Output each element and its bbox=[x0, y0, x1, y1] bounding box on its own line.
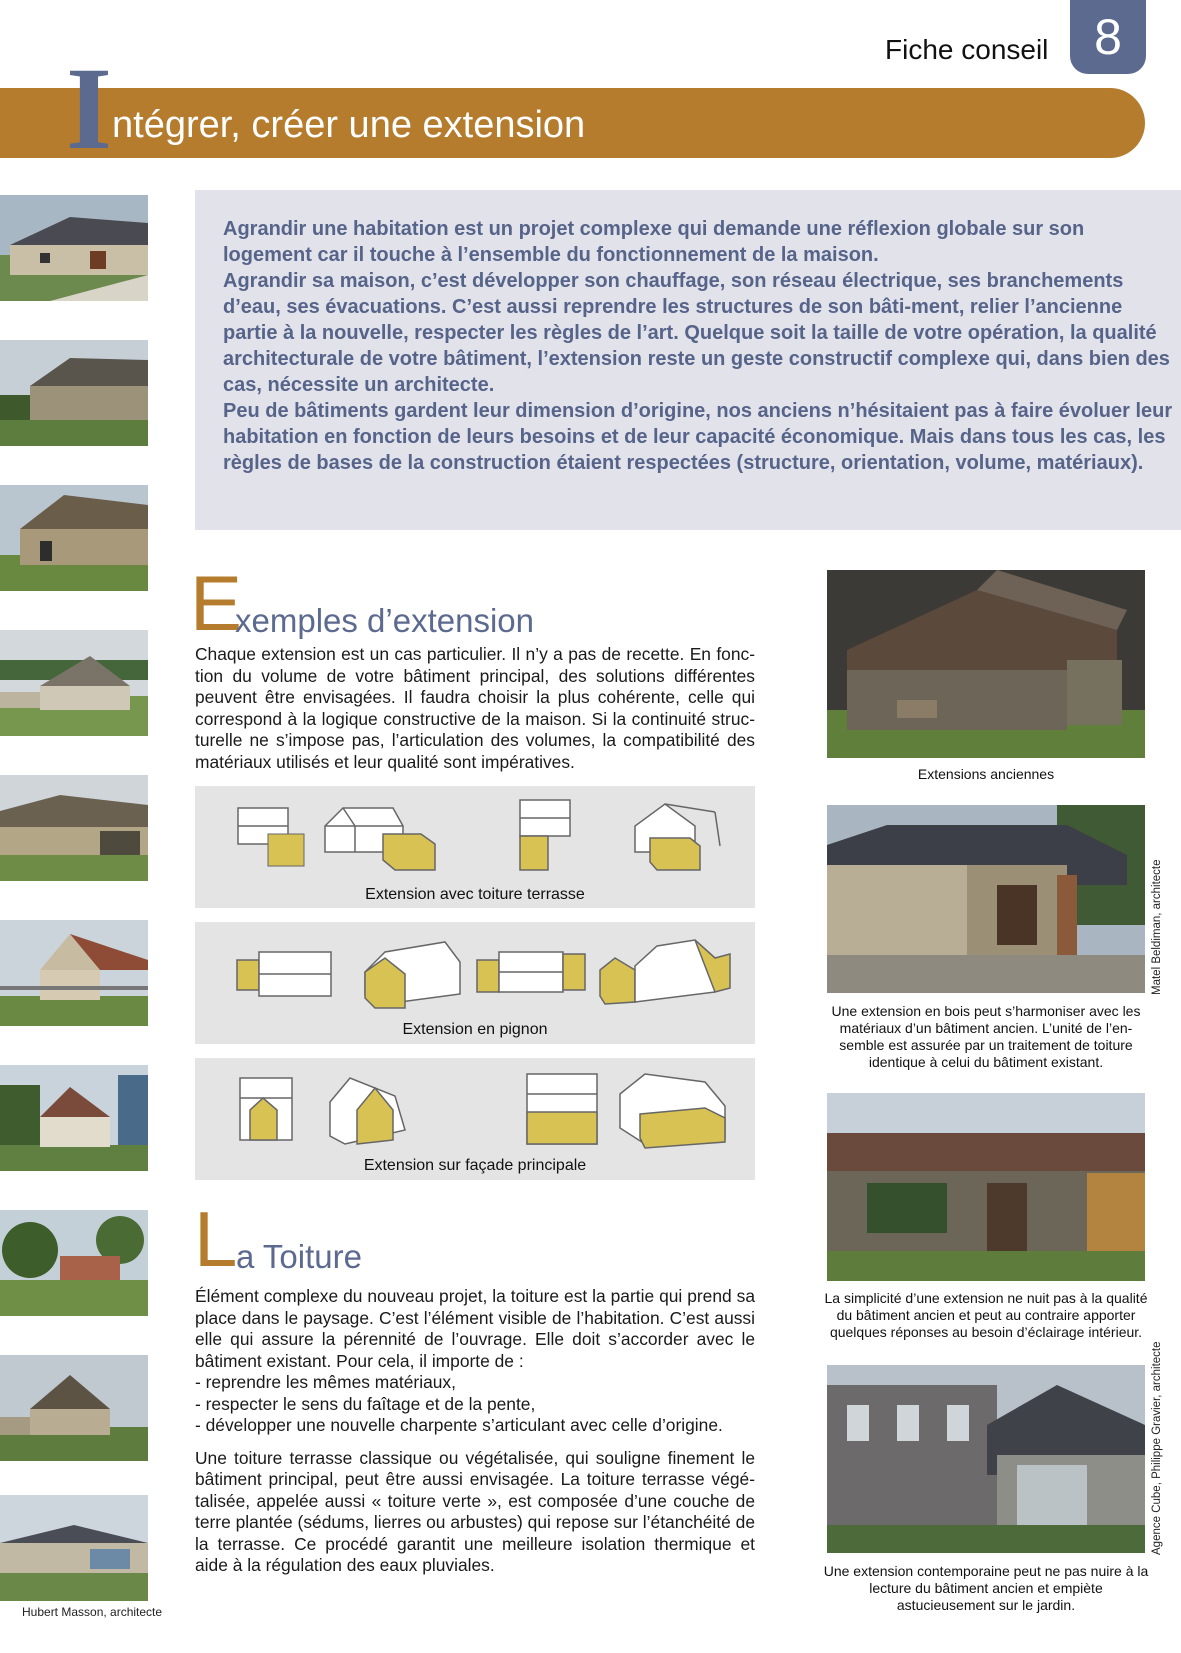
photo-extension-bois bbox=[827, 805, 1145, 993]
toiture-text bbox=[195, 1286, 755, 1577]
page-title: ntégrer, créer une extension bbox=[112, 104, 586, 146]
caption-photo-2: Une extension en bois peut s’harmoniser avec les matériaux d’un bâtiment ancien. L’unité de l’en-semble est assurée par un traitement de toiture identique à celui du bâtiment existant. bbox=[831, 1003, 1141, 1070]
strip-photo-7 bbox=[0, 1065, 148, 1171]
toiture-list-item-3: - développer une nouvelle charpente s’articulant avec celle d’origine. bbox=[195, 1415, 723, 1435]
toiture-title: a Toiture bbox=[236, 1238, 362, 1275]
caption-photo-1: Extensions anciennes bbox=[917, 766, 1055, 782]
photo-extension-simple bbox=[827, 1093, 1145, 1281]
examples-title: xemples d’extension bbox=[235, 602, 534, 639]
examples-title-initial: E bbox=[190, 559, 243, 647]
intro-paragraph-1: Agrandir une habitation est un projet complexe qui demande une réflexion globale sur son logement car il touche à l’ensemble du fonctionnement de la maison. bbox=[223, 218, 1085, 266]
strip-photo-1 bbox=[0, 195, 148, 301]
photo-extensions-anciennes bbox=[827, 570, 1145, 758]
title-initial: I bbox=[66, 43, 112, 174]
strip-photo-5 bbox=[0, 775, 148, 881]
strip-photo-10 bbox=[0, 1495, 148, 1601]
examples-text: Chaque extension est un cas particulier. Il n’y a pas de recette. En fonc-tion du volume de votre bâtiment principal, des solutions différentes peuvent être envisagées. Il faudra choisir la plus cohérente, celle qui correspond à la logique constructive de la maison. Si la continuité struc-turelle ne s’impose pas, l’articulation des volumes, la compatibilité des matériaux utilisés et leur qualité sont impératives. bbox=[195, 644, 755, 772]
strip-photo-9 bbox=[0, 1355, 148, 1461]
toiture-list-item-2: - respecter le sens du faîtage et de la pente, bbox=[195, 1393, 536, 1414]
fiche-conseil-label: Fiche conseil bbox=[885, 34, 1049, 65]
toiture-list-item-1: - reprendre les mêmes matériaux, bbox=[195, 1372, 456, 1392]
caption-photo-3: La simplicité d’une extension ne nuit pas à la qualité du bâtiment ancien et peut au contraire apporter quelques réponses au besoin d’éclairage intérieur. bbox=[824, 1290, 1148, 1340]
toiture-intro: Élément complexe du nouveau projet, la toiture est la partie qui prend sa place dans le paysage. C’est l’élément visible de l’habitation. C’est aussi elle qui assure la pérennité de l’ouvrage. Elle doit s’accorder avec le bâtiment existant. Pour cela, il importe de : bbox=[195, 1286, 755, 1371]
strip-photo-8 bbox=[0, 1210, 148, 1316]
credit-photo-2: Matel Beldiman, architecte bbox=[1151, 859, 1163, 995]
strip-photo-3 bbox=[0, 485, 148, 591]
toiture-text-2: Une toiture terrasse classique ou végétalisée, qui souligne finement le bâtiment principal, peut être aussi envisagée. La toiture terrasse végé-talisée, appelée aussi « toiture verte », est composée d’une couche de terre plantée (sédums, lierres ou arbustes) qui repose sur l’étanchéité de la terrasse. Ce procédé garantit une meilleure isolation thermique et aide à la régulation des eaux pluviales. bbox=[195, 1447, 755, 1575]
fiche-number-badge: 8 bbox=[1070, 0, 1146, 74]
strip-photo-2 bbox=[0, 340, 148, 446]
intro-paragraph-3: Peu de bâtiments gardent leur dimension d’origine, nos anciens n’hésitaient pas à faire évoluer leur habitation en fonction de leurs besoins et de leur capacité économique. Mais dans tous les cas, les règles de bases de la construction étaient respectées (structure, orientation, volume, matériaux). bbox=[223, 400, 1173, 474]
diagram-caption-1: Extension avec toiture terrasse bbox=[365, 886, 585, 903]
intro-paragraph-2: Agrandir sa maison, c’est développer son chauffage, son réseau électrique, ses branchements d’eau, ses évacuations. C’est aussi reprendre les structures de son bâti-ment, relier l’ancienne partie à la nouvelle, respecter les règles de l’art. Quelque soit la taille de votre opération, la qualité architecturale de votre bâtiment, l’extension reste un geste constructif complexe qui, dans bien des cas, nécessite un architecte. bbox=[223, 270, 1170, 396]
diagram-caption-2: Extension en pignon bbox=[402, 1021, 548, 1038]
strip-photo-credit: Hubert Masson, architecte bbox=[22, 1605, 163, 1619]
strip-photo-4 bbox=[0, 630, 148, 736]
toiture-title-initial: L bbox=[194, 1195, 238, 1283]
photo-extension-contemporaine bbox=[827, 1365, 1145, 1553]
credit-photo-4: Agence Cube, Philippe Gravier, architecte bbox=[1151, 1341, 1163, 1555]
diagram-caption-3: Extension sur façade principale bbox=[363, 1157, 587, 1174]
intro-text bbox=[223, 216, 1173, 476]
caption-photo-4: Une extension contemporaine peut ne pas nuire à la lecture du bâtiment ancien et empiète astucieusement sur le jardin. bbox=[823, 1563, 1149, 1613]
strip-photo-6 bbox=[0, 920, 148, 1026]
